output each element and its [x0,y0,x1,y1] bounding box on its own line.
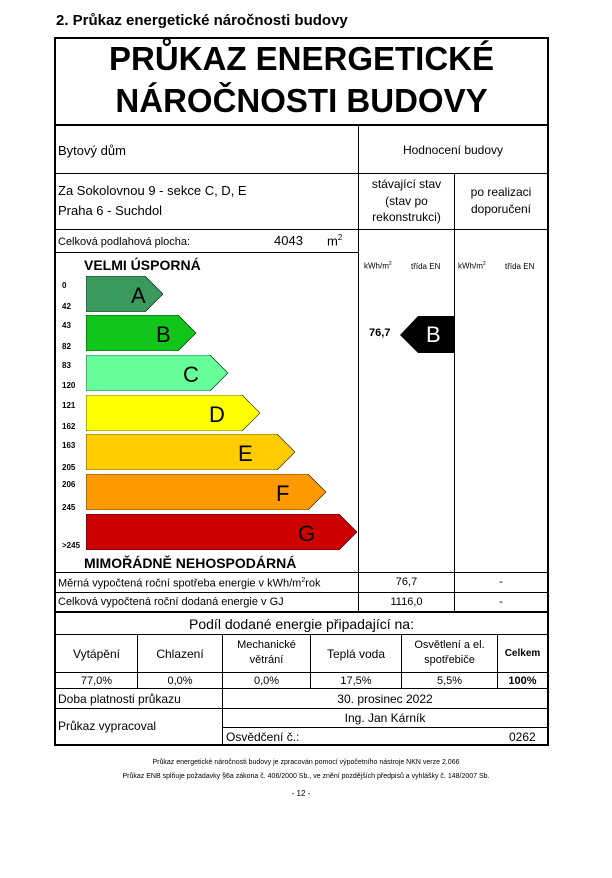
share-col-hot-water: Teplá voda [326,647,386,661]
floor-area-label: Celková podlahová plocha: [58,236,191,248]
divider [54,252,359,253]
floor-area-value: 4043 [274,233,303,248]
current-state-header: (stav po [385,194,428,208]
building-type: Bytový dům [58,143,126,158]
scale-lower-bound: 0 [62,281,67,290]
total-energy-value: 1116,0 [390,596,423,608]
divider [54,229,359,230]
share-value-total: 100% [508,675,537,687]
divider [54,634,549,635]
class-en-current: třída EN [411,262,441,271]
share-value-heating: 77,0% [80,675,113,687]
energy-class-letter: D [209,402,225,427]
scale-lower-bound: >245 [62,541,81,550]
divider [358,124,359,572]
validity-value: 30. prosinec 2022 [337,692,433,706]
energy-class-letter: C [183,362,199,387]
energy-class-letter: G [298,521,316,546]
specific-consumption-label: Měrná vypočtená roční spotřeba energie v kWh/$m^2rok$ [58,577,321,590]
energy-class-arrow-b [86,315,196,351]
class-en-after: třída EN [505,262,535,271]
share-col-total: Celkem [504,648,541,659]
energy-class-arrow-d [86,395,260,431]
scale-upper-bound: 162 [62,422,76,431]
divider [222,708,549,709]
address-line-1: Za Sokolovnou 9 - sekce C, D, E [58,183,247,198]
certificate-label: Osvědčení č.: [226,730,300,744]
scale-lower-bound: 43 [62,321,71,330]
floor-area-unit: $m^2$ [327,233,343,249]
certificate-number: 0262 [509,730,536,744]
divider [222,727,549,728]
energy-class-arrow-g [86,514,357,550]
unit-kwh-current: kWh/$m^2$ [364,261,392,271]
energy-class-letter: B [156,322,171,347]
scale-upper-bound: 205 [62,463,76,472]
energy-class-letter: A [131,283,146,308]
top-label: VELMI ÚSPORNÁ [84,257,201,273]
total-energy-label: Celková vypočtená roční dodaná energie v GJ [58,596,284,608]
rating-header: Hodnocení budovy [402,143,504,157]
share-col-lighting: Osvětlení a el. [414,639,485,651]
scale-lower-bound: 163 [62,441,76,450]
share-col-ventilation: Mechanické [237,639,296,651]
specific-consumption-value: 76,7 [395,576,418,588]
share-col-heating: Vytápění [73,647,120,661]
scale-lower-bound: 83 [62,361,71,370]
share-header: Podíl dodané energie připadající na: [189,616,414,632]
frame-left [54,37,56,746]
energy-class-arrow-a [86,276,163,312]
divider [359,229,549,230]
frame-top [54,37,549,39]
bottom-label: MIMOŘÁDNĚ NEHOSPODÁRNÁ [84,555,297,571]
scale-upper-bound: 245 [62,503,76,512]
energy-class-letter: F [276,481,290,506]
energy-class-arrow-f [86,474,326,510]
share-value-lighting: 5,5% [436,675,463,687]
energy-class-letter: E [238,441,253,466]
scale-upper-bound: 82 [62,342,71,351]
current-state-header: stávající stav [371,177,442,191]
scale-lower-bound: 121 [62,401,76,410]
divider [54,672,549,673]
unit-kwh-after: kWh/$m^2$ [458,261,486,271]
author-label: Průkaz vypracoval [58,719,157,733]
divider [454,173,455,572]
total-energy-after: - [499,596,503,608]
after-recommendation-header: doporučení [470,202,532,216]
frame-bottom [54,744,549,746]
share-col-ventilation: větrání [249,654,284,666]
footer-note-2: Průkaz ENB splňuje požadavky §6a zákona č. 406/2000 Sb., ve znění pozdějších předpisů a vyhlášky č. 148/2007 Sb. [122,773,490,780]
footer-note-1: Průkaz energetické náročnosti budovy je zpracován pomocí výpočetního nástroje NKN verze 2.066 [152,759,460,766]
after-recommendation-header: po realizaci [470,185,532,199]
scale-upper-bound: 120 [62,381,76,390]
divider [54,124,549,126]
scale-upper-bound: 42 [62,302,71,311]
share-value-ventilation: 0,0% [253,675,280,687]
share-col-cooling: Chlazení [156,647,204,661]
divider [54,708,222,709]
validity-label: Doba platnosti průkazu [58,692,181,706]
current-value: 76,7 [369,327,391,339]
share-value-hot-water: 17,5% [340,675,372,687]
author-value: Ing. Jan Kárník [344,711,426,725]
divider [54,572,549,573]
frame-right [547,37,549,746]
page-number: - 12 - [291,789,311,798]
share-col-lighting: spotřebiče [424,654,475,666]
section-title: 2. Průkaz energetické náročnosti budovy [56,12,348,29]
energy-class-arrow-c [86,355,228,391]
energy-class-arrow-e [86,434,295,470]
title-line-2: NÁROČNOSTI BUDOVY [115,82,488,119]
address-line-2: Praha 6 - Suchdol [58,203,163,218]
divider [54,592,549,593]
specific-consumption-after: - [499,576,503,588]
divider [54,611,549,613]
share-value-cooling: 0,0% [167,675,193,687]
scale-lower-bound: 206 [62,480,76,489]
divider [54,688,549,689]
current-class-letter: B [426,322,441,347]
divider [54,173,549,174]
current-state-header: rekonstrukci) [372,210,441,224]
title-line-1: PRŮKAZ ENERGETICKÉ [108,40,495,77]
